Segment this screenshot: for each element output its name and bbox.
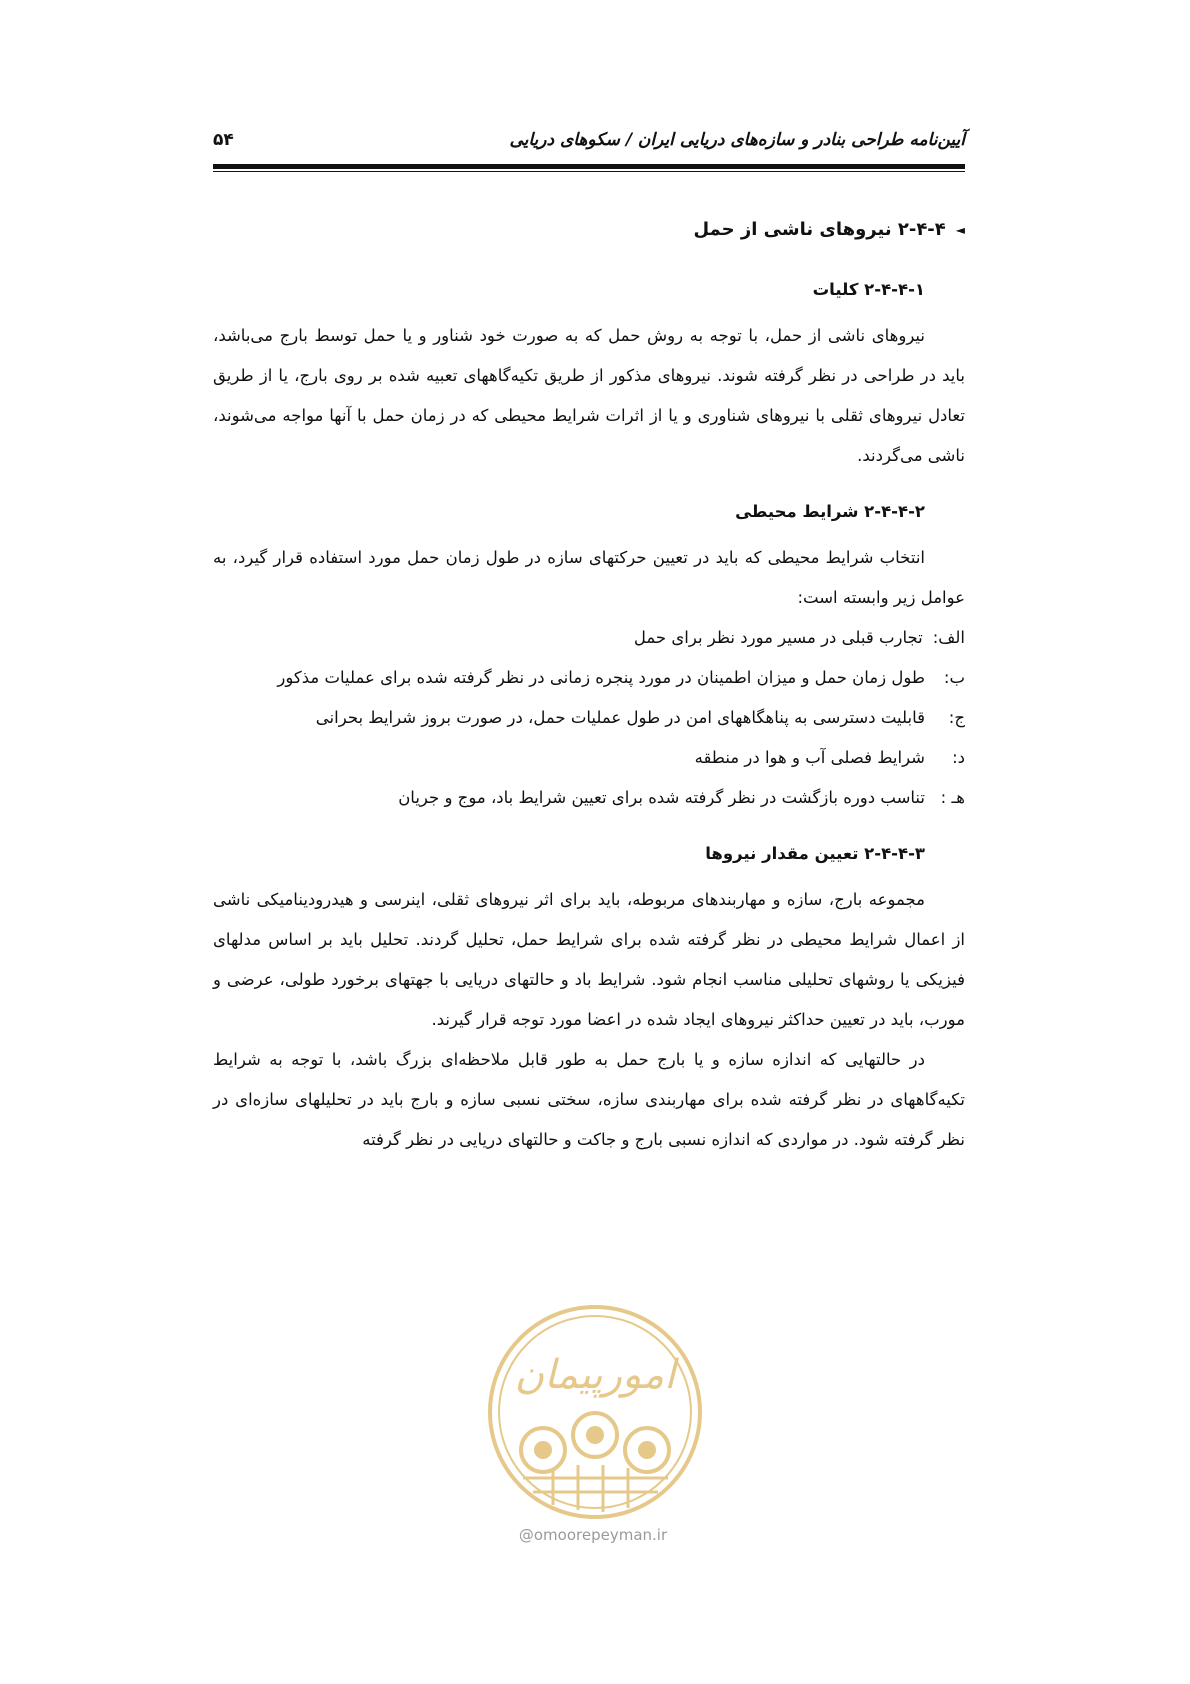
header-rule [213,164,965,169]
list-item-label: هـ : [940,788,965,807]
list-item-text: طول زمان حمل و میزان اطمینان در مورد پنجره زمانی در نظر گرفته شده برای عملیات مذکور [277,668,925,687]
list-item-text: تجارب قبلی در مسیر مورد نظر برای حمل [633,628,923,647]
list-item [213,778,965,818]
paragraph-general: نیروهای ناشی از حمل، با توجه به روش حمل که به صورت خود شناور و یا حمل توسط بارج می‌باشد، باید در طراحی در نظر گرفته شوند. نیروهای مذکور از طریق تکیه‌گاههای تعبیه شده بر روی بارج، یا از طریق تعادل نیروهای ثقلی با نیروهای شناوری و یا از اثرات شرایط محیطی که در زمان حمل با آنها مواجه می‌شوند، ناشی می‌گردند. [213,326,965,465]
subsection-heading-general: ۲-۴-۴-۱ کلیات [812,280,925,299]
paragraph-forces-2: در حالتهایی که اندازه سازه و یا بارج حمل به طور قابل ملاحظه‌ای بزرگ باشد، با توجه به شرایط تکیه‌گاههای در نظر گرفته شده برای مهاربندی سازه، سختی نسبی سازه و بارج باید در تحلیلهای سازه‌ای در نظر گرفته شود. در مواردی که اندازه نسبی بارج و جاکت و حالتهای دریایی در نظر گرفته [213,1050,965,1149]
list-item-label: ب: [943,668,965,687]
list-item-text: شرایط فصلی آب و هوا در منطقه [694,748,925,767]
list-item-label: الف: [932,628,965,647]
factor-list [213,618,965,818]
running-header-title: آیین‌نامه طراحی بنادر و سازه‌های دریایی ایران / سکوهای دریایی [509,130,965,150]
watermark-logo [483,1300,708,1525]
subsection-heading-forces: ۲-۴-۴-۳ تعیین مقدار نیروها [705,844,925,863]
page-body [213,210,965,1160]
header-rule-thin [213,171,965,172]
section-title: ۲-۴-۴ نیروهای ناشی از حمل [693,219,946,240]
watermark-url: @omoorepeyman.ir [518,1526,668,1544]
list-item-label: د: [952,748,965,767]
watermark-logo-text: امورپیمان [514,1352,676,1398]
section-heading [213,210,965,250]
list-item-text: قابلیت دسترسی به پناهگاههای امن در طول عملیات حمل، در صورت بروز شرایط بحرانی [315,708,925,727]
list-item [213,698,965,738]
list-item [213,658,965,698]
subsection-heading-environment: ۲-۴-۴-۲ شرایط محیطی [735,502,925,521]
list-item [213,738,965,778]
list-item [213,618,965,658]
list-item-label: ج: [948,708,965,727]
page-number: ۵۴ [213,130,234,150]
page-header [213,126,965,160]
triangle-marker-icon: ◄ [955,223,965,237]
list-item-text: تناسب دوره بازگشت در نظر گرفته شده برای تعیین شرایط باد، موج و جریان [398,788,925,807]
paragraph-forces-1: مجموعه بارج، سازه و مهاربندهای مربوطه، باید برای اثر نیروهای ثقلی، اینرسی و هیدرودینامیکی ناشی از اعمال شرایط محیطی در نظر گرفته شده برای شرایط حمل، تحلیل گردند. تحلیل باید بر اساس مدلهای فیزیکی یا روشهای تحلیلی مناسب انجام شود. شرایط باد و حالتهای دریایی با جهتهای برخورد طولی، عرضی و مورب، باید در تعیین حداکثر نیروهای ایجاد شده در اعضا مورد توجه قرار گیرند. [213,890,965,1029]
paragraph-environment-intro: انتخاب شرایط محیطی که باید در تعیین حرکتهای سازه در طول زمان حمل مورد استفاده قرار گیرد، به عوامل زیر وابسته است: [213,548,965,607]
